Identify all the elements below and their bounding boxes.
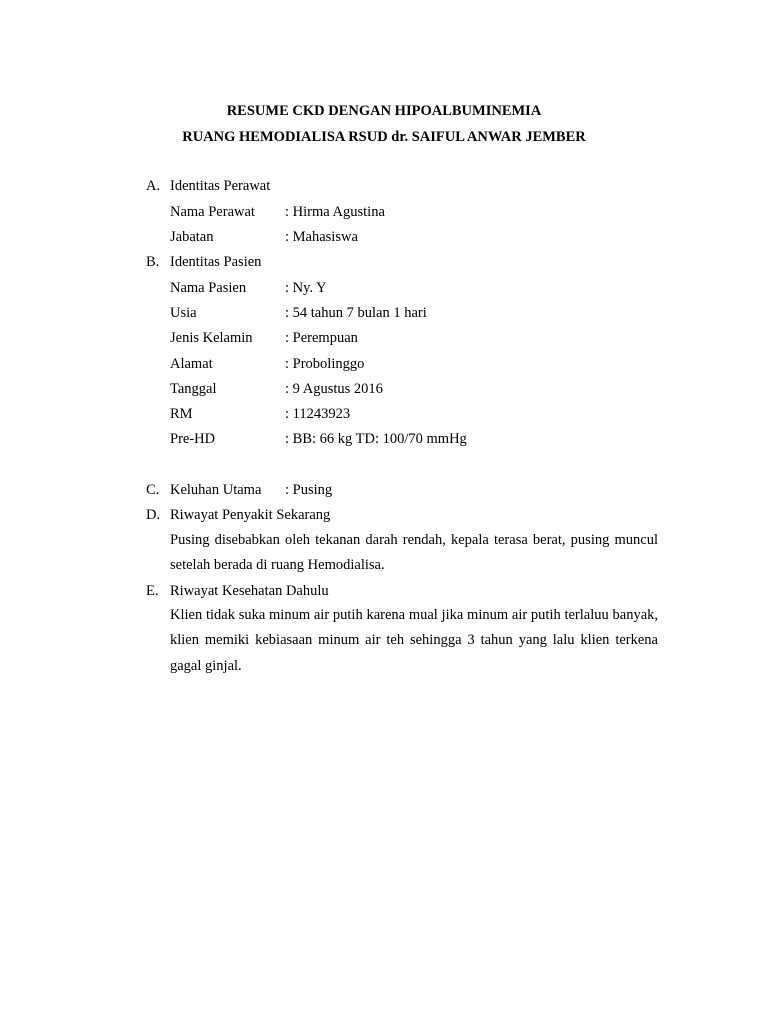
field-value-tanggal: : 9 Agustus 2016 <box>285 381 383 397</box>
field-label-nama-pasien: Nama Pasien <box>170 280 247 296</box>
section-e-paragraph: Klien tidak suka minum air putih karena mual jika minum air putih terlaluu banyak, klien memiki kebiasaan minum air teh sehingga 3 tahun yang lalu klien terkena gagal ginjal. <box>170 607 658 674</box>
field-label-jenis-kelamin: Jenis Kelamin <box>170 330 253 346</box>
section-e-title: Riwayat Kesehatan Dahulu <box>170 583 329 599</box>
field-value-nama-perawat: : Hirma Agustina <box>285 204 385 220</box>
field-label-pre-hd: Pre-HD <box>170 431 216 447</box>
field-value-rm: : 11243923 <box>285 406 351 422</box>
section-d-paragraph: Pusing disebabkan oleh tekanan darah rendah, kepala terasa berat, pusing muncul setelah berada di ruang Hemodialisa. <box>170 532 658 574</box>
field-label-rm: RM <box>170 406 193 422</box>
field-label-alamat: Alamat <box>170 356 213 372</box>
section-e-letter: E. <box>146 583 159 599</box>
section-a-title: Identitas Perawat <box>170 178 271 194</box>
field-value-jenis-kelamin: : Perempuan <box>285 330 358 346</box>
section-d-title: Riwayat Penyakit Sekarang <box>170 507 331 523</box>
section-c-title: Keluhan Utama <box>170 482 262 498</box>
field-value-alamat: : Probolinggo <box>285 356 365 372</box>
field-label-nama-perawat: Nama Perawat <box>170 204 255 220</box>
field-label-jabatan: Jabatan <box>170 229 214 245</box>
field-value-nama-pasien: : Ny. Y <box>285 280 327 296</box>
field-value-jabatan: : Mahasiswa <box>285 229 358 245</box>
field-value-pre-hd: : BB: 66 kg TD: 100/70 mmHg <box>285 431 467 447</box>
field-label-usia: Usia <box>170 305 197 321</box>
field-value-keluhan-utama: : Pusing <box>285 482 333 498</box>
section-c-letter: C. <box>146 482 160 498</box>
document-subtitle: RUANG HEMODIALISA RSUD dr. SAIFUL ANWAR JEMBER <box>182 129 586 145</box>
section-d-letter: D. <box>146 507 161 523</box>
field-value-usia: : 54 tahun 7 bulan 1 hari <box>285 305 427 321</box>
field-label-tanggal: Tanggal <box>170 381 217 397</box>
section-b-letter: B. <box>146 254 160 270</box>
document-title: RESUME CKD DENGAN HIPOALBUMINEMIA <box>226 103 542 119</box>
section-a-letter: A. <box>146 178 161 194</box>
section-b-title: Identitas Pasien <box>170 254 262 270</box>
